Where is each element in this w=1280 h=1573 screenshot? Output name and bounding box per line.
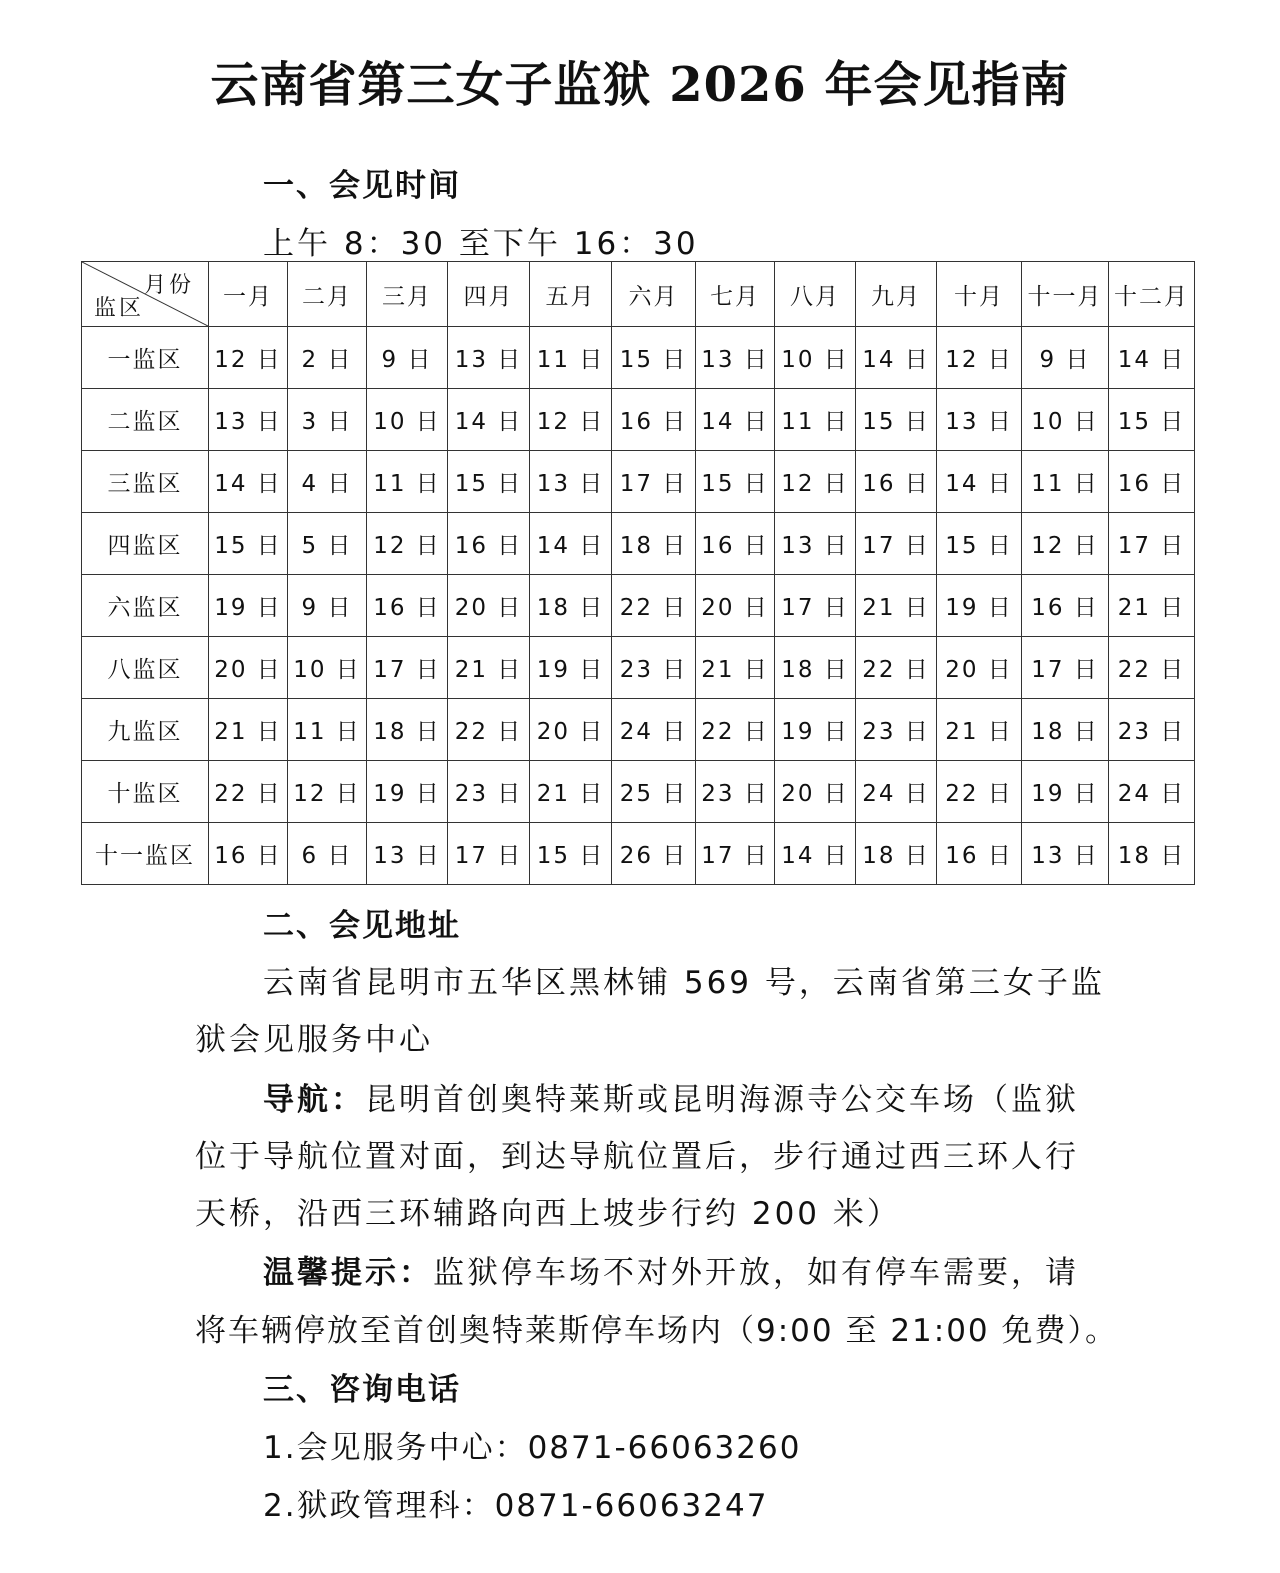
- visit-day-cell: 21 日: [1109, 575, 1195, 637]
- visit-day-cell: 23 日: [612, 637, 696, 699]
- visit-day-cell: 14 日: [530, 513, 612, 575]
- visit-day-cell: 23 日: [1109, 699, 1195, 761]
- visit-day-cell: 13 日: [775, 513, 856, 575]
- visit-day-cell: 22 日: [612, 575, 696, 637]
- visit-day-cell: 20 日: [209, 637, 288, 699]
- visit-day-cell: 18 日: [612, 513, 696, 575]
- visit-day-cell: 15 日: [696, 451, 775, 513]
- month-header-cell: 三月: [367, 262, 448, 327]
- table-row: [82, 761, 1195, 823]
- visit-day-cell: 23 日: [448, 761, 530, 823]
- area-name-cell: 二监区: [82, 389, 209, 451]
- visit-day-cell: 5 日: [288, 513, 367, 575]
- visit-day-cell: 18 日: [775, 637, 856, 699]
- visit-day-cell: 26 日: [612, 823, 696, 885]
- visit-day-cell: 14 日: [856, 327, 937, 389]
- navigation-line-2: 位于导航位置对面，到达导航位置后，步行通过西三环人行: [195, 1139, 1079, 1175]
- visit-day-cell: 15 日: [1109, 389, 1195, 451]
- visit-day-cell: 10 日: [1022, 389, 1109, 451]
- visit-day-cell: 6 日: [288, 823, 367, 885]
- visit-day-cell: 19 日: [209, 575, 288, 637]
- month-header-cell: 七月: [696, 262, 775, 327]
- month-header-cell: 六月: [612, 262, 696, 327]
- phone-prison-admin: 2.狱政管理科：0871-66063247: [263, 1488, 769, 1524]
- visit-day-cell: 23 日: [696, 761, 775, 823]
- visit-day-cell: 14 日: [1109, 327, 1195, 389]
- month-header-cell: 二月: [288, 262, 367, 327]
- visit-day-cell: 14 日: [775, 823, 856, 885]
- area-name-cell: 十监区: [82, 761, 209, 823]
- visit-day-cell: 12 日: [775, 451, 856, 513]
- visit-day-cell: 9 日: [367, 327, 448, 389]
- corner-area-label: 监区: [94, 296, 145, 321]
- visit-day-cell: 11 日: [367, 451, 448, 513]
- visit-day-cell: 24 日: [856, 761, 937, 823]
- tip-text-1: 监狱停车场不对外开放，如有停车需要，请: [433, 1255, 1079, 1291]
- visit-day-cell: 20 日: [696, 575, 775, 637]
- visit-day-cell: 11 日: [1022, 451, 1109, 513]
- visit-day-cell: 14 日: [448, 389, 530, 451]
- visit-day-cell: 13 日: [448, 327, 530, 389]
- visit-day-cell: 18 日: [530, 575, 612, 637]
- visit-day-cell: 13 日: [1022, 823, 1109, 885]
- address-line-2: 狱会见服务中心: [195, 1022, 433, 1058]
- visit-day-cell: 18 日: [1109, 823, 1195, 885]
- visit-day-cell: 13 日: [209, 389, 288, 451]
- visit-day-cell: 17 日: [1022, 637, 1109, 699]
- visit-day-cell: 15 日: [448, 451, 530, 513]
- visit-day-cell: 23 日: [856, 699, 937, 761]
- visit-day-cell: 24 日: [612, 699, 696, 761]
- visit-day-cell: 4 日: [288, 451, 367, 513]
- month-header-cell: 四月: [448, 262, 530, 327]
- visit-day-cell: 21 日: [937, 699, 1022, 761]
- visit-day-cell: 16 日: [1109, 451, 1195, 513]
- month-header-cell: 八月: [775, 262, 856, 327]
- visit-day-cell: 13 日: [367, 823, 448, 885]
- address-line-1: 云南省昆明市五华区黑林铺 569 号，云南省第三女子监: [263, 965, 1105, 1001]
- visit-day-cell: 17 日: [1109, 513, 1195, 575]
- visit-day-cell: 19 日: [1022, 761, 1109, 823]
- visit-day-cell: 16 日: [937, 823, 1022, 885]
- visit-day-cell: 12 日: [530, 389, 612, 451]
- visit-day-cell: 22 日: [856, 637, 937, 699]
- visit-day-cell: 9 日: [1022, 327, 1109, 389]
- navigation-line-1: [263, 1074, 1079, 1119]
- visit-day-cell: 17 日: [856, 513, 937, 575]
- tip-line-1: [263, 1247, 1079, 1292]
- area-name-cell: 三监区: [82, 451, 209, 513]
- visit-day-cell: 16 日: [612, 389, 696, 451]
- page-title: 云南省第三女子监狱 2026 年会见指南: [210, 57, 1070, 113]
- month-header-cell: 一月: [209, 262, 288, 327]
- area-name-cell: 十一监区: [82, 823, 209, 885]
- visit-day-cell: 13 日: [530, 451, 612, 513]
- visit-day-cell: 13 日: [696, 327, 775, 389]
- visit-day-cell: 17 日: [612, 451, 696, 513]
- visit-day-cell: 15 日: [937, 513, 1022, 575]
- visit-day-cell: 2 日: [288, 327, 367, 389]
- visit-day-cell: 13 日: [937, 389, 1022, 451]
- navigation-line-3: 天桥，沿西三环辅路向西上坡步行约 200 米）: [195, 1196, 901, 1232]
- visit-day-cell: 21 日: [530, 761, 612, 823]
- visiting-schedule-table: [81, 261, 1195, 885]
- area-name-cell: 四监区: [82, 513, 209, 575]
- visit-day-cell: 14 日: [696, 389, 775, 451]
- visit-day-cell: 19 日: [937, 575, 1022, 637]
- visit-day-cell: 25 日: [612, 761, 696, 823]
- area-name-cell: 九监区: [82, 699, 209, 761]
- visit-day-cell: 12 日: [937, 327, 1022, 389]
- corner-month-label: 月份: [143, 273, 194, 298]
- tip-label: 温馨提示：: [263, 1255, 433, 1291]
- visit-day-cell: 22 日: [1109, 637, 1195, 699]
- area-name-cell: 六监区: [82, 575, 209, 637]
- navigation-text-1: 昆明首创奥特莱斯或昆明海源寺公交车场（监狱: [365, 1082, 1079, 1118]
- visit-day-cell: 10 日: [288, 637, 367, 699]
- area-name-cell: 一监区: [82, 327, 209, 389]
- visit-day-cell: 21 日: [696, 637, 775, 699]
- visit-day-cell: 16 日: [1022, 575, 1109, 637]
- phone-visiting-center: 1.会见服务中心：0871-66063260: [263, 1430, 802, 1466]
- visit-day-cell: 11 日: [775, 389, 856, 451]
- table-corner-cell: [82, 262, 209, 327]
- visit-day-cell: 20 日: [775, 761, 856, 823]
- visit-day-cell: 16 日: [856, 451, 937, 513]
- visit-day-cell: 10 日: [367, 389, 448, 451]
- month-header-cell: 九月: [856, 262, 937, 327]
- visit-day-cell: 19 日: [367, 761, 448, 823]
- visit-day-cell: 18 日: [1022, 699, 1109, 761]
- visit-day-cell: 20 日: [448, 575, 530, 637]
- visit-day-cell: 16 日: [448, 513, 530, 575]
- table-row: [82, 451, 1195, 513]
- visit-day-cell: 15 日: [856, 389, 937, 451]
- visit-day-cell: 19 日: [530, 637, 612, 699]
- visit-day-cell: 17 日: [696, 823, 775, 885]
- visit-day-cell: 17 日: [448, 823, 530, 885]
- visit-day-cell: 17 日: [775, 575, 856, 637]
- visit-day-cell: 24 日: [1109, 761, 1195, 823]
- visit-day-cell: 20 日: [530, 699, 612, 761]
- visit-day-cell: 16 日: [367, 575, 448, 637]
- visit-day-cell: 19 日: [775, 699, 856, 761]
- visit-day-cell: 11 日: [530, 327, 612, 389]
- month-header-cell: 十二月: [1109, 262, 1195, 327]
- visit-day-cell: 22 日: [696, 699, 775, 761]
- visit-day-cell: 18 日: [367, 699, 448, 761]
- visit-day-cell: 15 日: [612, 327, 696, 389]
- table-row: [82, 637, 1195, 699]
- visit-day-cell: 10 日: [775, 327, 856, 389]
- visit-day-cell: 15 日: [209, 513, 288, 575]
- visit-day-cell: 12 日: [209, 327, 288, 389]
- table-row: [82, 327, 1195, 389]
- month-header-cell: 五月: [530, 262, 612, 327]
- table-row: [82, 823, 1195, 885]
- visiting-hours: 上午 8：30 至下午 16：30: [263, 226, 699, 262]
- visit-day-cell: 21 日: [209, 699, 288, 761]
- visit-day-cell: 12 日: [288, 761, 367, 823]
- visit-day-cell: 22 日: [937, 761, 1022, 823]
- visit-day-cell: 12 日: [367, 513, 448, 575]
- visit-day-cell: 15 日: [530, 823, 612, 885]
- month-header-cell: 十月: [937, 262, 1022, 327]
- table-header-row: [82, 262, 1195, 327]
- visit-day-cell: 21 日: [856, 575, 937, 637]
- table-row: [82, 699, 1195, 761]
- visit-day-cell: 9 日: [288, 575, 367, 637]
- table-row: [82, 575, 1195, 637]
- visit-day-cell: 22 日: [209, 761, 288, 823]
- visit-day-cell: 21 日: [448, 637, 530, 699]
- visit-day-cell: 17 日: [367, 637, 448, 699]
- visit-day-cell: 14 日: [209, 451, 288, 513]
- area-name-cell: 八监区: [82, 637, 209, 699]
- table-row: [82, 513, 1195, 575]
- visit-day-cell: 11 日: [288, 699, 367, 761]
- visit-day-cell: 18 日: [856, 823, 937, 885]
- month-header-cell: 十一月: [1022, 262, 1109, 327]
- visit-day-cell: 22 日: [448, 699, 530, 761]
- visit-day-cell: 16 日: [209, 823, 288, 885]
- tip-line-2: 将车辆停放至首创奥特莱斯停车场内（9:00 至 21:00 免费）。: [195, 1313, 1119, 1349]
- visit-day-cell: 16 日: [696, 513, 775, 575]
- visit-day-cell: 12 日: [1022, 513, 1109, 575]
- section-heading-address: 二、会见地址: [263, 908, 461, 944]
- table-row: [82, 389, 1195, 451]
- visit-day-cell: 14 日: [937, 451, 1022, 513]
- section-heading-phone: 三、咨询电话: [263, 1372, 461, 1408]
- section-heading-time: 一、会见时间: [263, 168, 461, 204]
- visit-day-cell: 3 日: [288, 389, 367, 451]
- visit-day-cell: 20 日: [937, 637, 1022, 699]
- navigation-label: 导航：: [263, 1082, 365, 1118]
